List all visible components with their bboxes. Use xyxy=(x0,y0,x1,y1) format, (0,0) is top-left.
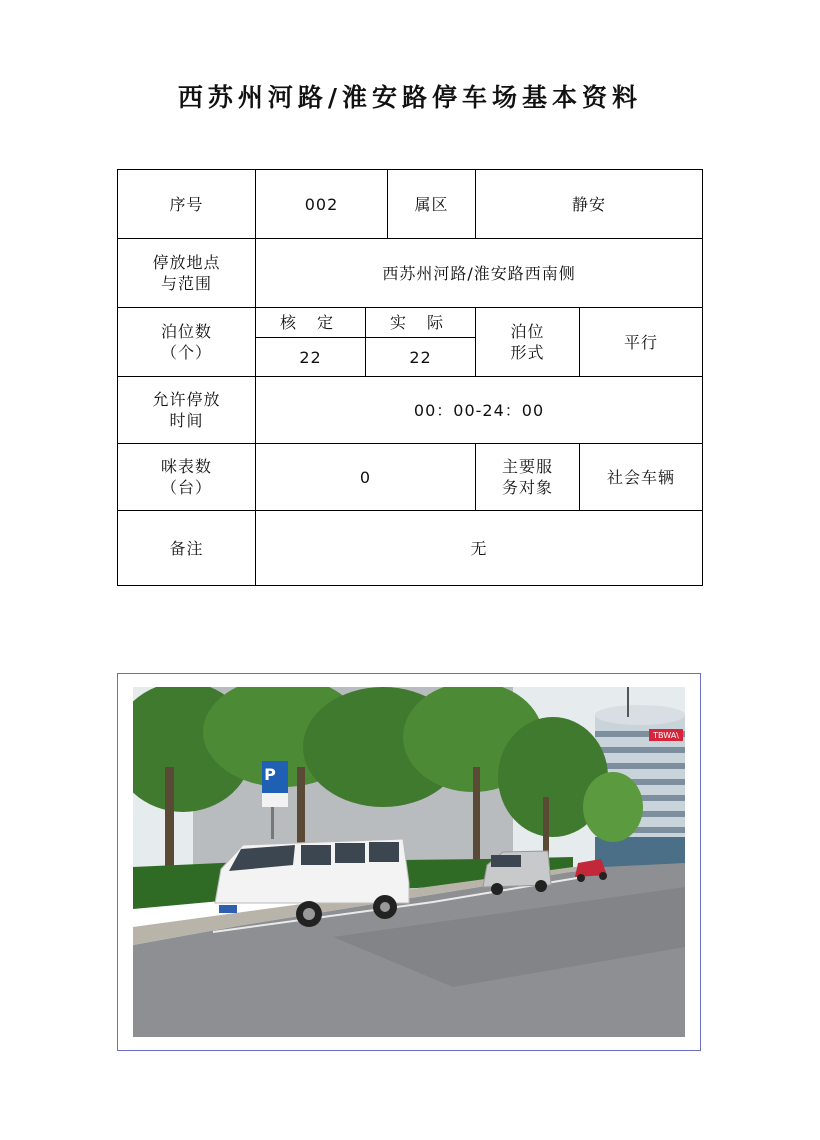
parking-photo xyxy=(133,687,685,1037)
meters-label-line1: 咪表数 xyxy=(160,457,212,476)
district-label: 属区 xyxy=(388,170,476,239)
actual-value: 22 xyxy=(366,338,476,377)
berth-form-label-line2: 形式 xyxy=(510,343,545,362)
actual-label: 实 际 xyxy=(366,308,476,338)
tbwa-logo-text: TBWA\ xyxy=(653,731,679,740)
service-label xyxy=(476,444,580,511)
location-label xyxy=(118,239,256,308)
spaces-label-line1: 泊位数 xyxy=(160,322,212,341)
hours-label-line2: 时间 xyxy=(169,411,204,430)
berth-form-label xyxy=(476,308,580,377)
service-label-line1: 主要服 xyxy=(502,457,554,476)
photo-frame xyxy=(117,673,701,1051)
service-label-line2: 务对象 xyxy=(502,478,554,497)
parking-info-table xyxy=(117,169,703,586)
tbwa-logo xyxy=(649,729,683,741)
service-value: 社会车辆 xyxy=(580,444,703,511)
meters-label xyxy=(118,444,256,511)
remarks-value: 无 xyxy=(256,511,703,586)
page-title: 西苏州河路/淮安路停车场基本资料 xyxy=(177,83,643,112)
hours-value: 00：00-24：00 xyxy=(256,377,703,444)
location-label-line1: 停放地点 xyxy=(152,253,221,272)
remarks-label: 备注 xyxy=(118,511,256,586)
seq-label: 序号 xyxy=(118,170,256,239)
approved-value: 22 xyxy=(256,338,366,377)
hours-label xyxy=(118,377,256,444)
spaces-label-line2: （个） xyxy=(160,343,212,362)
location-label-line2: 与范围 xyxy=(160,274,212,293)
meters-label-line2: （台） xyxy=(160,478,212,497)
approved-label: 核 定 xyxy=(256,308,366,338)
berth-form-label-line1: 泊位 xyxy=(510,322,545,341)
district-value: 静安 xyxy=(476,170,703,239)
meters-value: 0 xyxy=(256,444,476,511)
berth-form-value: 平行 xyxy=(580,308,703,377)
spaces-label xyxy=(118,308,256,377)
parking-sign-letter: P xyxy=(264,765,276,784)
location-value: 西苏州河路/淮安路西南侧 xyxy=(256,239,703,308)
seq-value: 002 xyxy=(256,170,388,239)
hours-label-line1: 允许停放 xyxy=(152,390,221,409)
